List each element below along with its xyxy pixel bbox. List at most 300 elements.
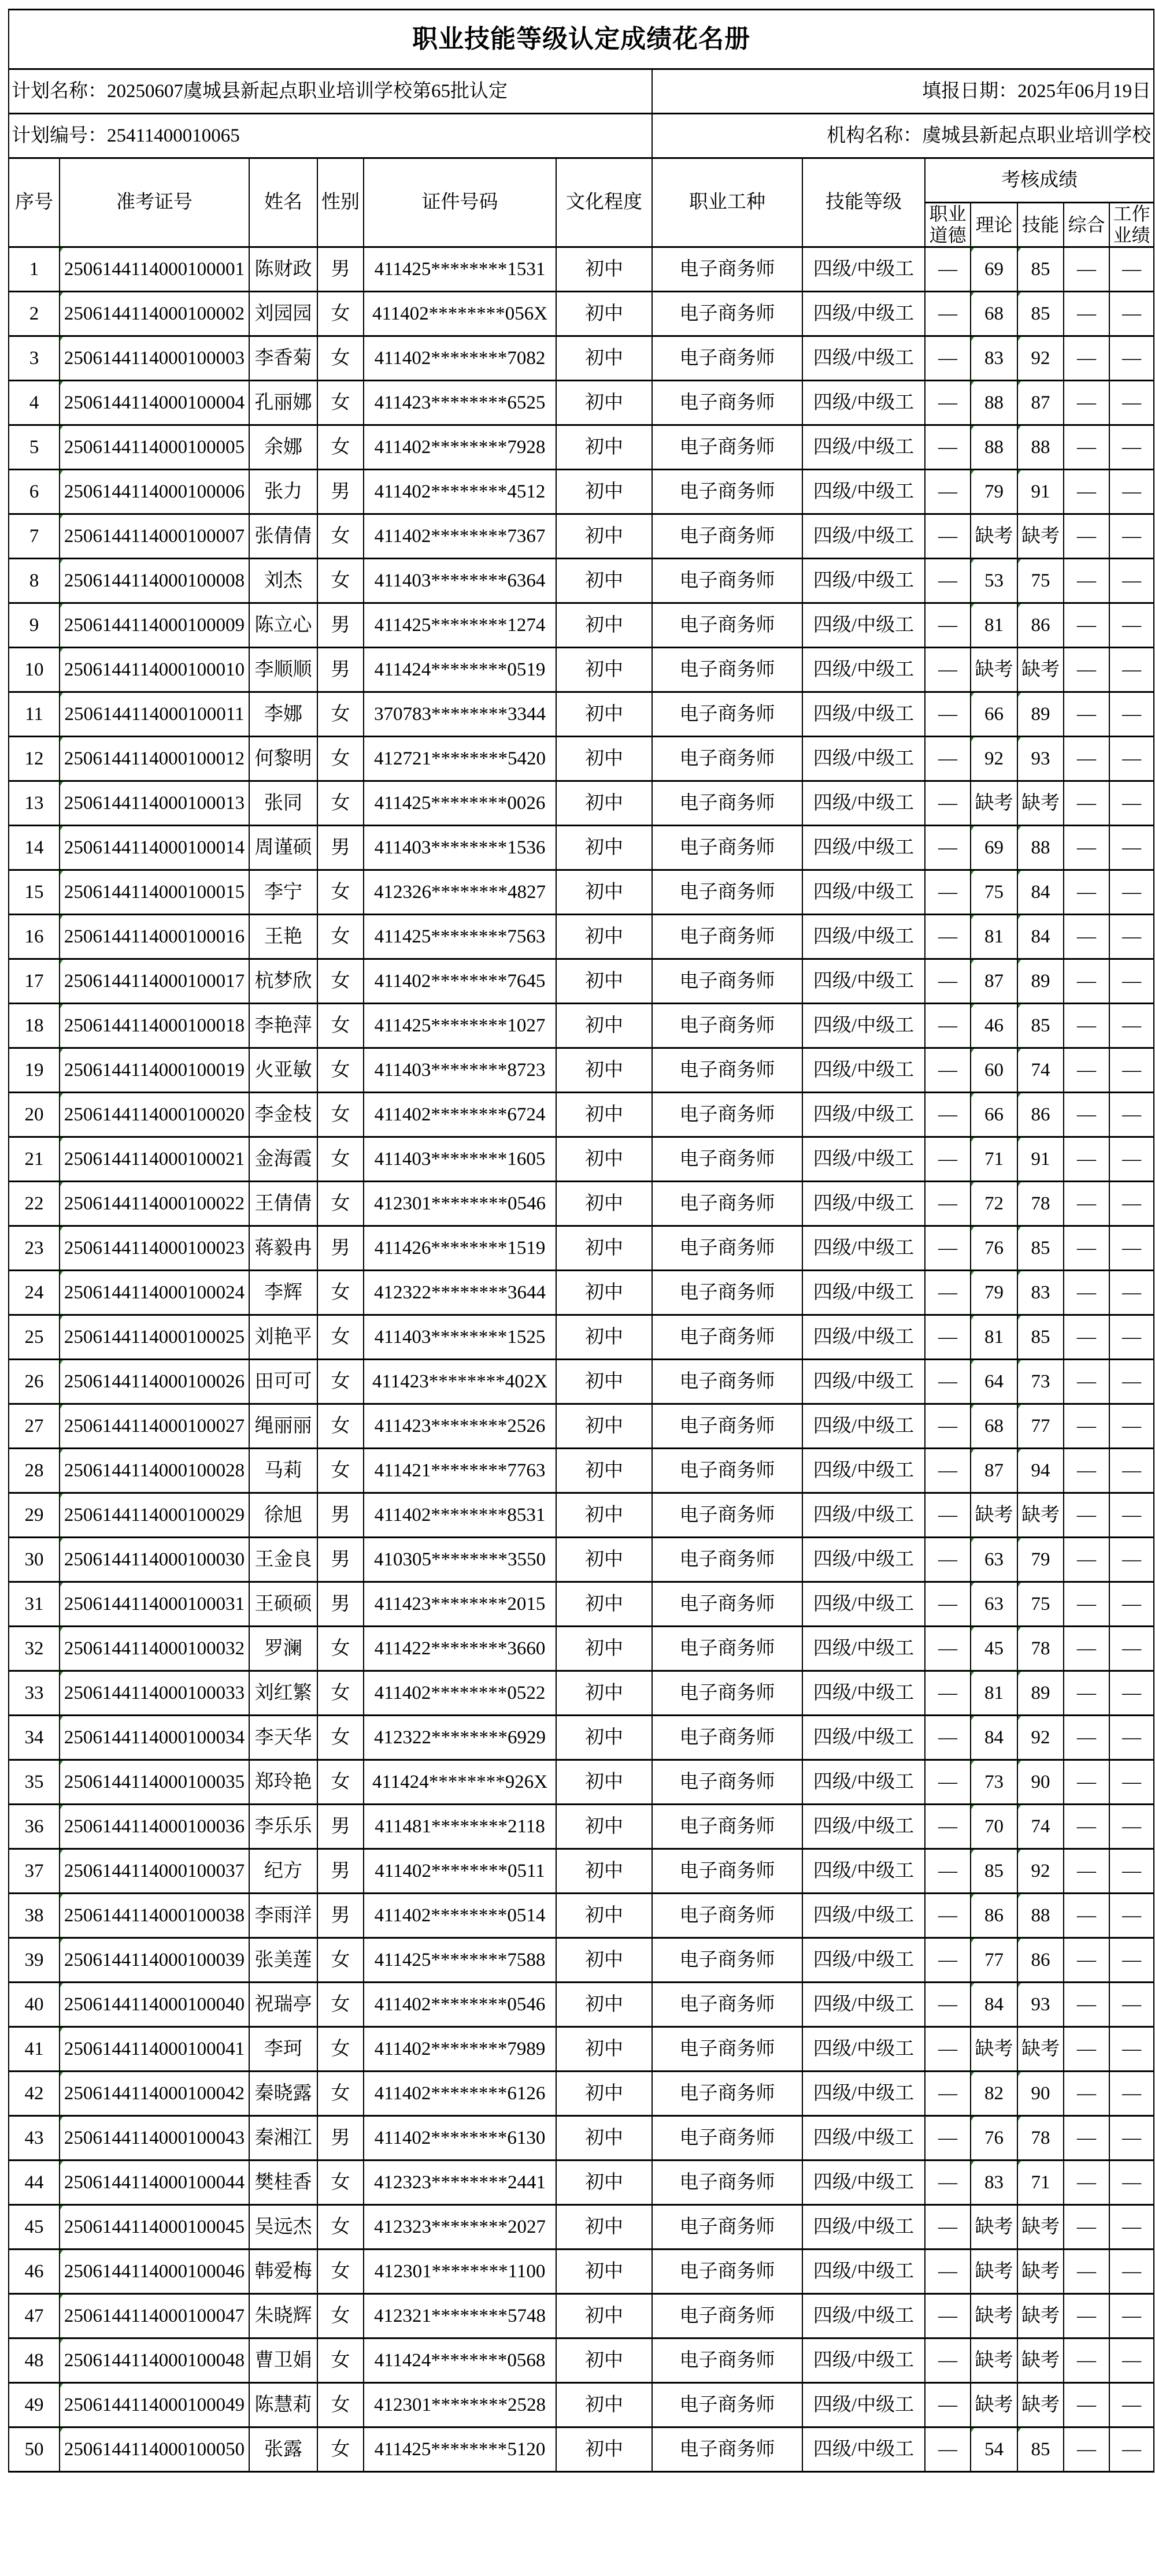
cell-occupation: 电子商务师 [652,2027,802,2072]
cell-ethics: — [925,425,971,470]
cell-name: 火亚敏 [249,1048,317,1093]
cell-exam-no: 2506144114000100023 [60,1226,249,1271]
cell-skill: 73 [1017,1360,1064,1404]
cell-skill-level: 四级/中级工 [802,2072,925,2116]
cell-gender: 女 [317,2383,364,2427]
cell-seq: 47 [9,2294,60,2339]
cell-exam-no: 2506144114000100011 [60,692,249,737]
cell-ethics: — [925,1404,971,1449]
cell-skill-level: 四级/中级工 [802,2205,925,2250]
cell-seq: 23 [9,1226,60,1271]
cell-work: — [1109,1671,1154,1716]
cell-occupation: 电子商务师 [652,1315,802,1360]
cell-occupation: 电子商务师 [652,1137,802,1182]
cell-theory: 76 [971,1226,1017,1271]
cell-education: 初中 [556,247,652,292]
cell-skill-level: 四级/中级工 [802,603,925,648]
cell-ethics: — [925,1182,971,1226]
table-row [9,1716,1154,1760]
cell-occupation: 电子商务师 [652,826,802,870]
cell-seq: 8 [9,559,60,603]
table-row [9,915,1154,959]
cell-composite: — [1064,2427,1109,2472]
cell-education: 初中 [556,870,652,915]
cell-name: 李金枝 [249,1093,317,1137]
cell-skill: 74 [1017,1805,1064,1849]
cell-name: 李宁 [249,870,317,915]
cell-skill-level: 四级/中级工 [802,1048,925,1093]
cell-occupation: 电子商务师 [652,1449,802,1493]
cell-seq: 44 [9,2161,60,2205]
cell-work: — [1109,514,1154,559]
cell-id-no: 411402********0546 [364,1983,556,2027]
cell-ethics: — [925,781,971,826]
cell-exam-no: 2506144114000100022 [60,1182,249,1226]
cell-skill-level: 四级/中级工 [802,1004,925,1048]
cell-work: — [1109,1849,1154,1894]
cell-ethics: — [925,959,971,1004]
cell-occupation: 电子商务师 [652,1048,802,1093]
cell-work: — [1109,2205,1154,2250]
cell-id-no: 412721********5420 [364,737,556,781]
cell-skill-level: 四级/中级工 [802,2116,925,2161]
cell-education: 初中 [556,1004,652,1048]
organization-name: 机构名称：虞城县新起点职业培训学校 [652,114,1154,158]
cell-composite: — [1064,1493,1109,1538]
cell-education: 初中 [556,336,652,381]
cell-composite: — [1064,2294,1109,2339]
cell-name: 李香菊 [249,336,317,381]
cell-gender: 女 [317,1760,364,1805]
cell-exam-no: 2506144114000100050 [60,2427,249,2472]
cell-theory: 53 [971,559,1017,603]
cell-gender: 女 [317,292,364,336]
cell-gender: 女 [317,2205,364,2250]
cell-skill: 88 [1017,826,1064,870]
cell-gender: 男 [317,1226,364,1271]
cell-work: — [1109,1048,1154,1093]
cell-seq: 11 [9,692,60,737]
table-row [9,1137,1154,1182]
cell-skill-level: 四级/中级工 [802,2250,925,2294]
cell-education: 初中 [556,1849,652,1894]
header-skill-level: 技能等级 [802,158,925,247]
cell-work: — [1109,648,1154,692]
cell-name: 李雨洋 [249,1894,317,1938]
cell-exam-no: 2506144114000100042 [60,2072,249,2116]
table-row [9,2383,1154,2427]
cell-skill-level: 四级/中级工 [802,915,925,959]
cell-skill: 缺考 [1017,2205,1064,2250]
cell-education: 初中 [556,381,652,425]
cell-occupation: 电子商务师 [652,559,802,603]
cell-skill-level: 四级/中级工 [802,1760,925,1805]
cell-theory: 69 [971,826,1017,870]
cell-exam-no: 2506144114000100045 [60,2205,249,2250]
cell-theory: 81 [971,603,1017,648]
cell-name: 韩爱梅 [249,2250,317,2294]
cell-seq: 13 [9,781,60,826]
cell-work: — [1109,826,1154,870]
cell-composite: — [1064,2250,1109,2294]
cell-name: 李珂 [249,2027,317,2072]
cell-ethics: — [925,1493,971,1538]
cell-composite: — [1064,1315,1109,1360]
cell-exam-no: 2506144114000100029 [60,1493,249,1538]
cell-seq: 46 [9,2250,60,2294]
cell-skill: 86 [1017,1938,1064,1983]
cell-composite: — [1064,648,1109,692]
cell-gender: 女 [317,2294,364,2339]
cell-gender: 女 [317,336,364,381]
cell-occupation: 电子商务师 [652,1983,802,2027]
cell-work: — [1109,2072,1154,2116]
cell-theory: 缺考 [971,2339,1017,2383]
cell-occupation: 电子商务师 [652,1493,802,1538]
cell-id-no: 411422********3660 [364,1627,556,1671]
cell-skill-level: 四级/中级工 [802,2427,925,2472]
cell-name: 张美莲 [249,1938,317,1983]
cell-ethics: — [925,1315,971,1360]
table-row [9,1048,1154,1093]
cell-id-no: 411425********1027 [364,1004,556,1048]
cell-skill-level: 四级/中级工 [802,1983,925,2027]
cell-occupation: 电子商务师 [652,2339,802,2383]
cell-seq: 28 [9,1449,60,1493]
cell-occupation: 电子商务师 [652,870,802,915]
table-row [9,1671,1154,1716]
cell-occupation: 电子商务师 [652,1894,802,1938]
cell-id-no: 412301********2528 [364,2383,556,2427]
cell-exam-no: 2506144114000100018 [60,1004,249,1048]
cell-name: 何黎明 [249,737,317,781]
cell-composite: — [1064,1182,1109,1226]
cell-ethics: — [925,692,971,737]
cell-work: — [1109,2116,1154,2161]
cell-skill-level: 四级/中级工 [802,2161,925,2205]
cell-name: 樊桂香 [249,2161,317,2205]
cell-education: 初中 [556,2072,652,2116]
cell-skill: 92 [1017,1849,1064,1894]
cell-work: — [1109,1004,1154,1048]
cell-ethics: — [925,336,971,381]
cell-skill: 90 [1017,2072,1064,2116]
cell-theory: 缺考 [971,1493,1017,1538]
table-row [9,692,1154,737]
cell-work: — [1109,1182,1154,1226]
cell-name: 刘园园 [249,292,317,336]
cell-theory: 缺考 [971,2250,1017,2294]
cell-gender: 女 [317,1004,364,1048]
cell-occupation: 电子商务师 [652,959,802,1004]
cell-gender: 女 [317,1093,364,1137]
cell-skill: 85 [1017,292,1064,336]
cell-seq: 38 [9,1894,60,1938]
cell-ethics: — [925,1360,971,1404]
cell-ethics: — [925,2027,971,2072]
cell-work: — [1109,692,1154,737]
cell-work: — [1109,2383,1154,2427]
cell-exam-no: 2506144114000100032 [60,1627,249,1671]
cell-occupation: 电子商务师 [652,737,802,781]
cell-name: 王艳 [249,915,317,959]
cell-theory: 68 [971,1404,1017,1449]
cell-id-no: 411402********0511 [364,1849,556,1894]
cell-id-no: 411402********7928 [364,425,556,470]
cell-exam-no: 2506144114000100016 [60,915,249,959]
table-row [9,870,1154,915]
cell-composite: — [1064,1938,1109,1983]
cell-seq: 43 [9,2116,60,2161]
cell-skill: 缺考 [1017,2027,1064,2072]
cell-seq: 48 [9,2339,60,2383]
cell-work: — [1109,292,1154,336]
table-row [9,2294,1154,2339]
cell-skill-level: 四级/中级工 [802,1449,925,1493]
cell-theory: 缺考 [971,514,1017,559]
cell-education: 初中 [556,1582,652,1627]
cell-seq: 9 [9,603,60,648]
cell-skill-level: 四级/中级工 [802,737,925,781]
cell-composite: — [1064,2383,1109,2427]
cell-ethics: — [925,603,971,648]
cell-skill: 93 [1017,1983,1064,2027]
cell-seq: 32 [9,1627,60,1671]
cell-composite: — [1064,603,1109,648]
table-row [9,737,1154,781]
cell-ethics: — [925,2161,971,2205]
cell-occupation: 电子商务师 [652,2250,802,2294]
cell-occupation: 电子商务师 [652,603,802,648]
cell-gender: 女 [317,1449,364,1493]
cell-skill-level: 四级/中级工 [802,559,925,603]
cell-theory: 84 [971,1983,1017,2027]
cell-seq: 10 [9,648,60,692]
cell-exam-no: 2506144114000100027 [60,1404,249,1449]
cell-seq: 14 [9,826,60,870]
table-row [9,1805,1154,1849]
cell-skill: 78 [1017,2116,1064,2161]
cell-seq: 20 [9,1093,60,1137]
cell-ethics: — [925,514,971,559]
cell-skill: 89 [1017,692,1064,737]
cell-skill: 89 [1017,959,1064,1004]
cell-skill-level: 四级/中级工 [802,2383,925,2427]
cell-work: — [1109,336,1154,381]
cell-id-no: 411423********2015 [364,1582,556,1627]
cell-skill: 87 [1017,381,1064,425]
cell-education: 初中 [556,1894,652,1938]
cell-id-no: 411425********0026 [364,781,556,826]
cell-ethics: — [925,2294,971,2339]
cell-skill-level: 四级/中级工 [802,514,925,559]
cell-theory: 73 [971,1760,1017,1805]
cell-exam-no: 2506144114000100041 [60,2027,249,2072]
cell-education: 初中 [556,737,652,781]
cell-skill: 92 [1017,336,1064,381]
cell-education: 初中 [556,1671,652,1716]
cell-seq: 25 [9,1315,60,1360]
cell-gender: 男 [317,2116,364,2161]
cell-theory: 81 [971,1671,1017,1716]
cell-exam-no: 2506144114000100043 [60,2116,249,2161]
cell-skill-level: 四级/中级工 [802,1137,925,1182]
cell-composite: — [1064,781,1109,826]
cell-skill: 77 [1017,1404,1064,1449]
header-id-no: 证件号码 [364,158,556,247]
cell-name: 曹卫娟 [249,2339,317,2383]
cell-id-no: 411402********6130 [364,2116,556,2161]
cell-exam-no: 2506144114000100040 [60,1983,249,2027]
cell-name: 罗澜 [249,1627,317,1671]
cell-exam-no: 2506144114000100020 [60,1093,249,1137]
cell-composite: — [1064,692,1109,737]
cell-ethics: — [925,247,971,292]
cell-education: 初中 [556,2383,652,2427]
cell-seq: 4 [9,381,60,425]
cell-skill-level: 四级/中级工 [802,826,925,870]
cell-name: 秦湘江 [249,2116,317,2161]
cell-seq: 39 [9,1938,60,1983]
cell-education: 初中 [556,1182,652,1226]
header-name: 姓名 [249,158,317,247]
cell-education: 初中 [556,1360,652,1404]
cell-exam-no: 2506144114000100003 [60,336,249,381]
cell-work: — [1109,559,1154,603]
cell-name: 刘艳平 [249,1315,317,1360]
cell-seq: 45 [9,2205,60,2250]
cell-exam-no: 2506144114000100014 [60,826,249,870]
cell-exam-no: 2506144114000100017 [60,959,249,1004]
cell-education: 初中 [556,1315,652,1360]
table-row [9,1449,1154,1493]
cell-name: 余娜 [249,425,317,470]
cell-id-no: 412321********5748 [364,2294,556,2339]
cell-work: — [1109,1137,1154,1182]
table-row [9,2427,1154,2472]
header-skill: 技能 [1017,203,1064,247]
cell-name: 陈财政 [249,247,317,292]
cell-work: — [1109,603,1154,648]
header-work: 工作业绩 [1109,203,1154,247]
cell-occupation: 电子商务师 [652,1849,802,1894]
cell-work: — [1109,425,1154,470]
cell-skill: 79 [1017,1538,1064,1582]
cell-theory: 缺考 [971,2294,1017,2339]
table-row [9,381,1154,425]
cell-exam-no: 2506144114000100028 [60,1449,249,1493]
cell-theory: 69 [971,247,1017,292]
cell-gender: 女 [317,692,364,737]
cell-skill-level: 四级/中级工 [802,692,925,737]
table-row [9,1004,1154,1048]
cell-ethics: — [925,648,971,692]
cell-skill: 缺考 [1017,648,1064,692]
cell-education: 初中 [556,1048,652,1093]
cell-name: 郑玲艳 [249,1760,317,1805]
cell-name: 李乐乐 [249,1805,317,1849]
cell-composite: — [1064,1894,1109,1938]
cell-id-no: 412323********2027 [364,2205,556,2250]
cell-theory: 缺考 [971,2027,1017,2072]
table-row [9,959,1154,1004]
table-row [9,2027,1154,2072]
cell-name: 李艳萍 [249,1004,317,1048]
roster-table [8,9,1154,2473]
cell-seq: 24 [9,1271,60,1315]
cell-composite: — [1064,425,1109,470]
cell-skill: 78 [1017,1627,1064,1671]
cell-skill-level: 四级/中级工 [802,247,925,292]
cell-education: 初中 [556,826,652,870]
cell-exam-no: 2506144114000100038 [60,1894,249,1938]
cell-skill-level: 四级/中级工 [802,1938,925,1983]
cell-name: 陈立心 [249,603,317,648]
cell-skill-level: 四级/中级工 [802,1671,925,1716]
cell-theory: 92 [971,737,1017,781]
cell-occupation: 电子商务师 [652,470,802,514]
cell-education: 初中 [556,648,652,692]
cell-composite: — [1064,1716,1109,1760]
cell-id-no: 412301********1100 [364,2250,556,2294]
cell-ethics: — [925,1582,971,1627]
cell-seq: 18 [9,1004,60,1048]
cell-gender: 女 [317,1404,364,1449]
cell-work: — [1109,1805,1154,1849]
cell-occupation: 电子商务师 [652,1671,802,1716]
cell-id-no: 411481********2118 [364,1805,556,1849]
cell-education: 初中 [556,1716,652,1760]
cell-seq: 49 [9,2383,60,2427]
cell-ethics: — [925,2205,971,2250]
cell-exam-no: 2506144114000100036 [60,1805,249,1849]
table-row [9,1760,1154,1805]
cell-skill-level: 四级/中级工 [802,425,925,470]
cell-name: 张倩倩 [249,514,317,559]
cell-theory: 87 [971,1449,1017,1493]
cell-composite: — [1064,2072,1109,2116]
cell-work: — [1109,1538,1154,1582]
cell-seq: 19 [9,1048,60,1093]
cell-id-no: 411402********6724 [364,1093,556,1137]
cell-ethics: — [925,1938,971,1983]
cell-education: 初中 [556,1938,652,1983]
cell-composite: — [1064,470,1109,514]
cell-skill: 缺考 [1017,2339,1064,2383]
cell-exam-no: 2506144114000100044 [60,2161,249,2205]
cell-composite: — [1064,2027,1109,2072]
cell-skill-level: 四级/中级工 [802,1315,925,1360]
cell-ethics: — [925,2383,971,2427]
cell-theory: 66 [971,1093,1017,1137]
cell-exam-no: 2506144114000100048 [60,2339,249,2383]
report-date: 填报日期：2025年06月19日 [652,69,1154,114]
cell-skill-level: 四级/中级工 [802,1716,925,1760]
table-row [9,1983,1154,2027]
table-row [9,470,1154,514]
cell-work: — [1109,1093,1154,1137]
cell-skill: 93 [1017,737,1064,781]
cell-seq: 16 [9,915,60,959]
cell-name: 陈慧莉 [249,2383,317,2427]
cell-work: — [1109,915,1154,959]
cell-gender: 男 [317,603,364,648]
cell-skill: 86 [1017,1093,1064,1137]
cell-ethics: — [925,1271,971,1315]
cell-occupation: 电子商务师 [652,292,802,336]
cell-seq: 6 [9,470,60,514]
plan-number: 计划编号：25411400010065 [9,114,652,158]
